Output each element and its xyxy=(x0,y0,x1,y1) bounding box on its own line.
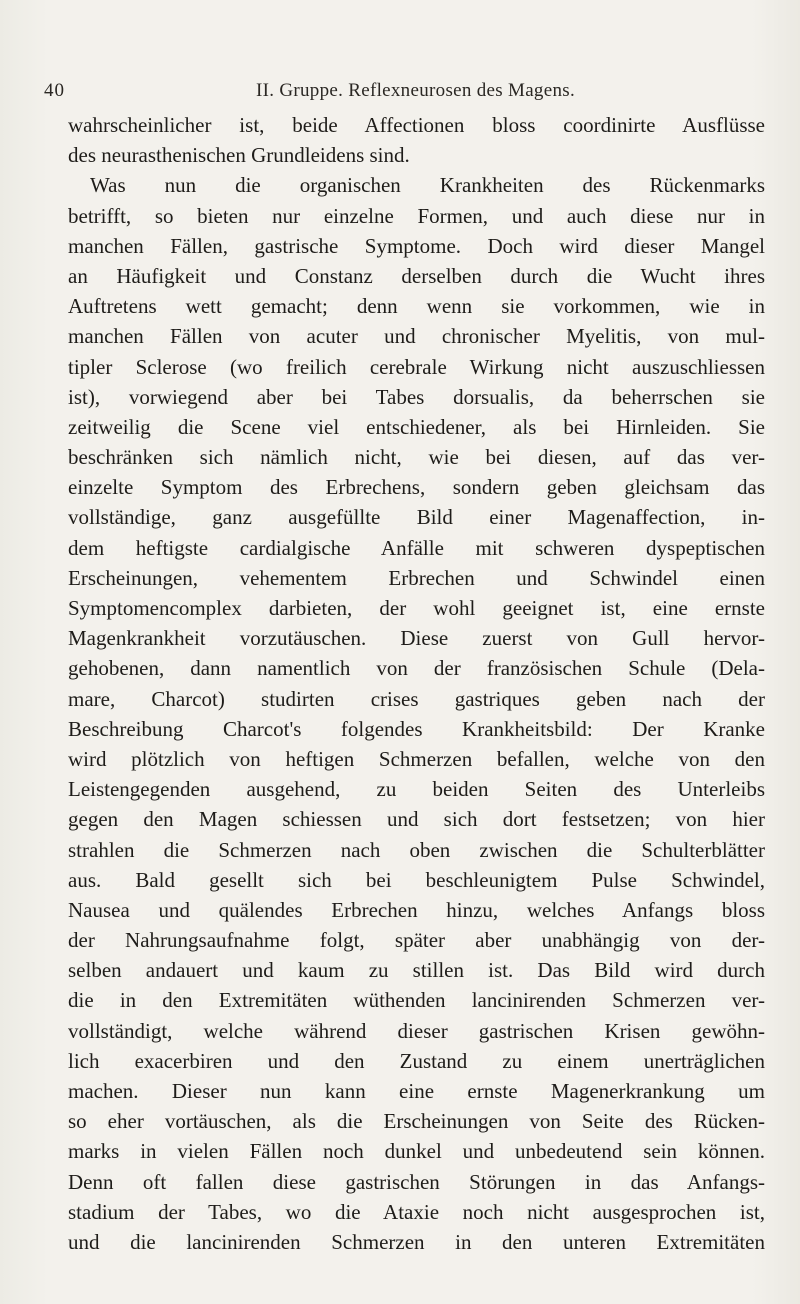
text-line: an Häufigkeit und Constanz derselben durch die Wucht ihres xyxy=(68,263,765,288)
text-line: Beschreibung Charcot's folgendes Krankheitsbild: Der Kranke xyxy=(68,716,765,741)
text-line: des neurasthenischen Grundleidens sind. xyxy=(68,143,410,168)
text-line: betrifft, so bieten nur einzelne Formen, und auch diese nur in xyxy=(68,203,765,228)
text-line: wird plötzlich von heftigen Schmerzen befallen, welche von den xyxy=(68,746,765,771)
body-text xyxy=(68,110,765,1257)
text-line: gehobenen, dann namentlich von der französischen Schule (Dela- xyxy=(68,656,765,681)
text-line: marks in vielen Fällen noch dunkel und unbedeutend sein können. xyxy=(68,1139,765,1164)
text-line: der Nahrungsaufnahme folgt, später aber unabhängig von der- xyxy=(68,928,765,953)
text-line: manchen Fällen von acuter und chronischer Myelitis, von mul- xyxy=(68,324,765,349)
text-line: Leistengegenden ausgehend, zu beiden Seiten des Unterleibs xyxy=(68,777,765,802)
text-line: Nausea und quälendes Erbrechen hinzu, welches Anfangs bloss xyxy=(68,897,765,922)
text-line: Erscheinungen, vehementem Erbrechen und Schwindel einen xyxy=(68,565,765,590)
text-line: einzelte Symptom des Erbrechens, sondern geben gleichsam das xyxy=(68,475,765,500)
text-line: manchen Fällen, gastrische Symptome. Doch wird dieser Mangel xyxy=(68,233,765,258)
text-line: die in den Extremitäten wüthenden lancinirenden Schmerzen ver- xyxy=(68,988,765,1013)
text-line: vollständige, ganz ausgefüllte Bild einer Magenaffection, in- xyxy=(68,505,765,530)
text-line: aus. Bald gesellt sich bei beschleunigtem Pulse Schwindel, xyxy=(68,867,765,892)
text-line: so eher vortäuschen, als die Erscheinungen von Seite des Rücken- xyxy=(68,1109,765,1134)
text-line: selben andauert und kaum zu stillen ist. Das Bild wird durch xyxy=(68,958,765,983)
text-line: zeitweilig die Scene viel entschiedener, als bei Hirnleiden. Sie xyxy=(68,414,765,439)
text-line: machen. Dieser nun kann eine ernste Magenerkrankung um xyxy=(68,1079,765,1103)
text-line: Magenkrankheit vorzutäuschen. Diese zuerst von Gull hervor- xyxy=(68,626,765,651)
text-line: Auftretens wett gemacht; denn wenn sie vorkommen, wie in xyxy=(68,294,765,319)
running-header xyxy=(44,80,764,108)
text-line: Symptomencomplex darbieten, der wohl geeignet ist, eine ernste xyxy=(68,596,765,620)
text-line: strahlen die Schmerzen nach oben zwischen die Schulterblätter xyxy=(68,837,765,862)
text-line: beschränken sich nämlich nicht, wie bei diesen, auf das ver- xyxy=(68,445,765,470)
text-line: gegen den Magen schiessen und sich dort festsetzen; von hier xyxy=(68,807,765,832)
page-number: 40 xyxy=(44,80,65,101)
text-line: lich exacerbiren und den Zustand zu einem unerträglichen xyxy=(68,1048,765,1073)
text-line: wahrscheinlicher ist, beide Affectionen bloss coordinirte Ausflüsse xyxy=(68,113,765,137)
text-line: tipler Sclerose (wo freilich cerebrale Wirkung nicht auszuschliessen xyxy=(68,354,765,379)
text-line: Was nun die organischen Krankheiten des Rückenmarks xyxy=(90,173,765,198)
text-line: dem heftigste cardialgische Anfälle mit schweren dyspeptischen xyxy=(68,535,765,560)
chapter-title: II. Gruppe. Reflexneurosen des Magens. xyxy=(256,80,575,101)
text-line: Denn oft fallen diese gastrischen Störungen in das Anfangs- xyxy=(68,1169,765,1194)
text-line: ist), vorwiegend aber bei Tabes dorsualis, da beherrschen sie xyxy=(68,384,765,409)
text-line: stadium der Tabes, wo die Ataxie noch nicht ausgesprochen ist, xyxy=(68,1199,765,1224)
text-line: vollständigt, welche während dieser gastrischen Krisen gewöhn- xyxy=(68,1018,765,1043)
text-line: und die lancinirenden Schmerzen in den unteren Extremitäten xyxy=(68,1229,765,1254)
text-line: mare, Charcot) studirten crises gastriques geben nach der xyxy=(68,686,765,711)
